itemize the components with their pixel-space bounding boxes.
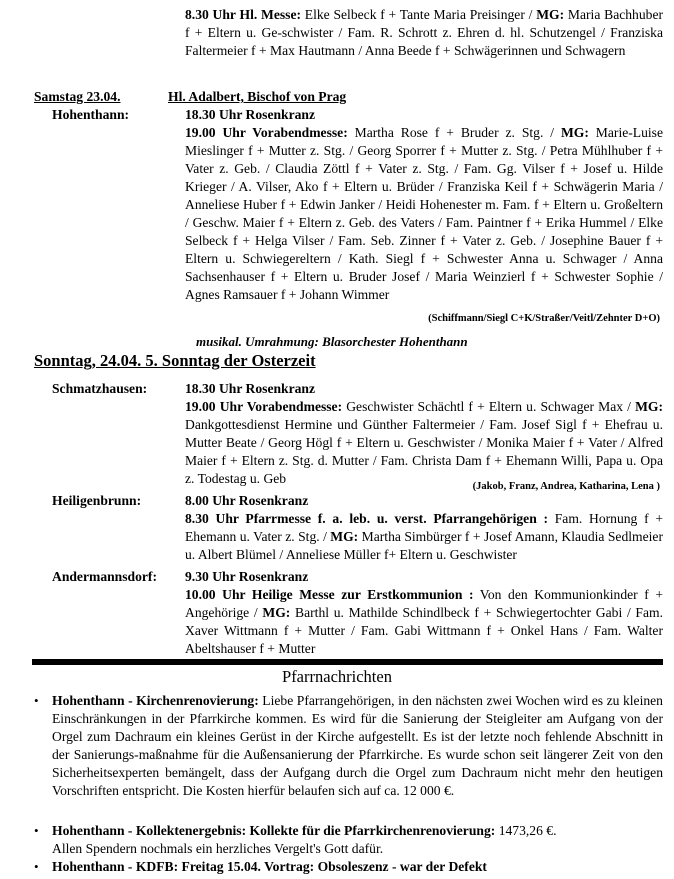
bullet-icon: • — [34, 823, 39, 838]
mass-time: 8.30 Uhr Hl. Messe: — [185, 7, 302, 22]
place-andermannsdorf: Andermannsdorf: — [52, 569, 157, 584]
heiligenbrunn-mass-entry: 8.30 Uhr Pfarrmesse f. a. leb. u. verst. Pfarrangehörigen : Fam. Hornung f + Ehemann u. Vater z. Stg. / MG: Martha Simbürger f + Josef Amann, Klaudia Sedlmeier u. Albert Blümel / Anneliese Müller f+ Eltern u. Geschwister — [185, 511, 663, 562]
section-divider — [32, 659, 663, 665]
rosary-time: 18.30 Uhr Rosenkranz — [185, 107, 316, 122]
top-mass-entry: 8.30 Uhr Hl. Messe: Elke Selbeck f + Tante Maria Preisinger / MG: Maria Bachhuber f + Eltern u. Ge-schwister / Fam. R. Schrott z. Ehren d. hl. Schutzengel / Franziska Faltermeier f + Max Hautmann / Anna Beede f + Schwägerinnen und Schwagern — [185, 7, 664, 58]
place-heiligenbrunn: Heiligenbrunn: — [52, 493, 142, 508]
place-hohenthann: Hohenthann: — [52, 107, 130, 122]
altar-servers: (Jakob, Franz, Andrea, Katharina, Lena ) — [472, 481, 660, 492]
rosary-time: 8.00 Uhr Rosenkranz — [185, 493, 309, 508]
saturday-mass-entry: 19.00 Uhr Vorabendmesse: Martha Rose f + Bruder z. Stg. / MG: Marie-Luise Mieslinger f + Mutter z. Stg. / Georg Sporrer f + Mutter z. Stg. / Petra Mühlhuber f + Vater z. Geb. / Claudia Zöttl f + Vater z. Stg. / Fam. Gg. Vilser f + Josef u. Hilde Krieger / A. Vilser, Ako f + Eltern u. Brüder / Franziska Keil f + Schwägerin Maria / Anneliese Huber f + Edwin Janker / Heidi Hohenester m. Fam. f + Eltern u. Großeltern / Geschw. Maier f + Eltern z. Geb. des Vaters / Fam. Paintner f + Erika Hummel / Elke Selbeck f + Helga Vilser / Fam. Seb. Zinner f + Vater z. Geb. / Josephine Bauer f + Eltern u. Schwiegereltern / Kath. Siegl f + Schwester Anna u. Schwager / Anna Sachsenhauser f + Eltern u. Bruder Josef / Maria Weinzierl f + Schwester Sophie / Agnes Ramsauer f + Johann Wimmer — [185, 125, 663, 302]
rosary-time: 9.30 Uhr Rosenkranz — [185, 569, 309, 584]
news-item-kdfb: Hohenthann - KDFB: Freitag 15.04. Vortrag: Obsoleszenz - war der Defekt — [52, 859, 487, 874]
schmatzhausen-mass-entry: 19.00 Uhr Vorabendmesse: Geschwister Schächtl f + Eltern u. Schwager Max / MG: Dankgottesdienst Hermine und Günther Faltermeier / Fam. Josef Sigl f + Ehefrau u. Mutter Beate / Georg Högl f + Eltern u. Geschwister / Monika Maier f + Vater / Alfred Maier f + Eltern z. Stg. d. Mutter / Fam. Christa Dam f + Ehemann Willi, Papa u. Opa z. Todestag u. Geb — [185, 399, 663, 486]
sunday-title: Sonntag, 24.04. 5. Sonntag der Osterzeit — [34, 351, 316, 370]
saturday-date: Samstag 23.04. — [34, 89, 121, 104]
news-item-collection: Hohenthann - Kollektenergebnis: Kollekte für die Pfarrkirchenrenovierung: 1473,26 €. Allen Spendern nochmals ein herzliches Vergelt's Gott dafür. — [52, 823, 557, 856]
saturday-saint: Hl. Adalbert, Bischof von Prag — [168, 89, 347, 104]
place-schmatzhausen: Schmatzhausen: — [52, 381, 148, 396]
bullet-icon: • — [34, 693, 39, 708]
altar-servers: (Schiffmann/Siegl C+K/Straßer/Veitl/Zehnter D+O) — [428, 313, 660, 324]
news-section-title: Pfarrnachrichten — [282, 667, 392, 686]
music-note: musikal. Umrahmung: Blasorchester Hohenthann — [196, 334, 468, 349]
andermannsdorf-mass-entry: 10.00 Uhr Heilige Messe zur Erstkommunion : Von den Kommunionkinder f + Angehörige / MG: Barthl u. Mathilde Schindlbeck f + Schwiegertochter Gabi / Fam. Xaver Wittmann f + Mutter / Fam. Gabi Wittmann f + Onkel Hans / Fam. Walter Abeltshauser f + Mutter — [185, 587, 664, 656]
rosary-time: 18.30 Uhr Rosenkranz — [185, 381, 316, 396]
news-item-renovation: Hohenthann - Kirchenrenovierung: Liebe Pfarrangehörigen, in den nächsten zwei Wochen wird es zu kleinen Einschränkungen in der Pfarrkirche kommen. Es wird für die Sanierung der Steigleiter am Aufgang von der Orgel zum Dachraum ein kleines Gerüst in der Kirche aufgestellt. Es ist der letzte noch fehlende Abschnitt in der Sanierungs-maßnahme für die Außensanierung der Pfarrkirche. Es wurde schon seit längerer Zeit von den Sicherheitsexperten bemängelt, dass der Aufgang durch die Orgel zum Dachraum nicht mehr den heutigen Vorschriften entspricht. Die Kosten hierfür belaufen sich auf ca. 12 000 €. — [52, 693, 663, 798]
bullet-icon: • — [34, 859, 39, 874]
